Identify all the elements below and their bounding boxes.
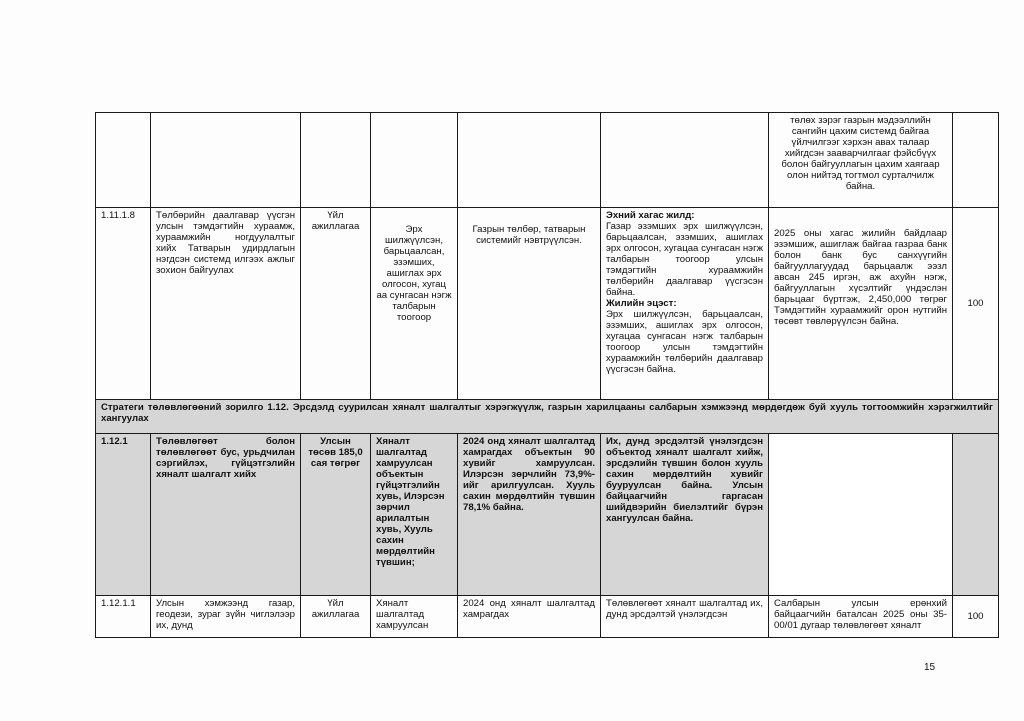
evaluation-cell	[769, 434, 953, 596]
evaluation-cell: Салбарын улсын ерөнхий байцаагчийн баталсан 2025 оны 35-00/01 дугаар төлөвлөгөөт хяналт	[769, 596, 953, 638]
progress-heading: Эхний хагас жилд:	[606, 210, 695, 221]
evaluation-cell: төлөх зэрэг газрын мэдээллийн сангийн цахим системд байгаа үйлчилгээг хэрхэн авах талаар хийгдсэн зааварчилгааг фэйсбүүх болон байгууллагын цахим хаягаар олон нийтэд тогтмол сурталчилж байна.	[769, 113, 953, 208]
table-row	[96, 434, 999, 596]
progress-text: Газар эзэмших эрх шилжүүлсэн, барьцаалсан, эзэмших, ашиглах эрх олгосон, хугацаа сунгасан нэгж талбарын тоогоор улсын тэмдэгтийн хураамжийн төлбөрийн даалгавар үүсгэсэн байна.	[606, 221, 763, 298]
indicator-cell: Хяналт шалгалтад хамруулсан	[371, 596, 458, 638]
progress-text-2: Эрх шилжүүлсэн, барьцаалсан, эзэмших, ашиглах эрх олгосон, хугацаа сунгасан нэгж талбарын тоогоор улсын тэмдэгтийн хураамжийн төлбөрийн даалгавар үүсгэсэн байна.	[606, 309, 763, 375]
indicator-cell: Эрх шилжүүлсэн, барьцаалсан, эзэмших, ашиглах эрх олгосон, хугац аа сунгасан нэгж талбарын тоогоор	[371, 208, 458, 400]
budget-cell: Үйл ажиллагаа	[301, 208, 371, 400]
indicator-cell: Хяналт шалгалтад хамруулсан объектын гүйцэтгэлийн хувь, Илэрсэн зөрчил арилалтын хувь, Хууль сахин мөрдөлтийн түвшин;	[371, 434, 458, 596]
progress-cell	[601, 208, 769, 400]
table-row	[96, 596, 999, 638]
code-cell: 1.12.1	[96, 434, 151, 596]
measure-cell: Төлөвлөгөөт болон төлөвлөгөөт бус, урьдчилан сэргийлэх, гүйцэтгэлийн хяналт шалгалт хийх	[151, 434, 301, 596]
measure-cell: Улсын хэмжээнд газар, геодези, зураг зүйн чиглэлээр их, дунд	[151, 596, 301, 638]
measure-cell: Төлбөрийн даалгавар үүсгэн улсын тэмдэгтийн хураамж, хураамжийн ногдуулалтыг хийх Татварын удирдлагын нэгдсэн системд илгээх ажлыг зохион байгуулах	[151, 208, 301, 400]
score-cell: 100	[953, 596, 999, 638]
code-cell: 1.11.1.8	[96, 208, 151, 400]
expected-cell: Газрын төлбөр, татварын системийг нэвтрүүлсэн.	[458, 208, 601, 400]
strategy-heading: Стратеги төлөвлөгөөний зорилго 1.12. Эрсдэлд суурилсан хяналт шалгалтыг хэрэгжүүлж, газрын харилцааны салбарын хэмжээнд мөрдөгдөж буй хууль тогтоомжийн хэрэгжилтийг хангуулах	[96, 400, 999, 434]
expected-cell: 2024 онд хяналт шалгалтад хамрагдах объектын 90 хувийг хамруулсан. Илэрсэн зөрчлийн 73,9%-ийг арилгуулсан. Хууль сахин мөрдөлтийн түвшин 78,1% байна.	[458, 434, 601, 596]
code-cell: 1.12.1.1	[96, 596, 151, 638]
table-row	[96, 400, 999, 434]
score-cell	[953, 434, 999, 596]
evaluation-cell: 2025 оны хагас жилийн байдлаар эзэмшиж, ашиглаж байгаа газраа банк болон банк бус санхүүгийн байгууллагуудад барьцаалж ээзл авсан 245 иргэн, аж ахуйн нэгж, байгууллагын хүсэлтийг үндэслэн барьцааг бүртгэж, 2,450,000 төгрөг Тэмдэгтийн хураамжийг орон нутгийн төсөвт төвлөрүүлсэн байна.	[769, 208, 953, 400]
plan-table	[95, 112, 999, 638]
budget-cell: Үйл ажиллагаа	[301, 596, 371, 638]
score-cell: 100	[953, 208, 999, 400]
table-row	[96, 113, 999, 208]
progress-heading-2: Жилийн эцэст:	[606, 298, 677, 309]
page-number: 15	[924, 662, 936, 673]
progress-cell: Төлөвлөгөөт хяналт шалгалтад их, дунд эрсдэлтэй үнэлэгдсэн	[601, 596, 769, 638]
budget-cell: Улсын төсөв 185,0 сая төгрөг	[301, 434, 371, 596]
expected-cell: 2024 онд хяналт шалгалтад хамрагдах	[458, 596, 601, 638]
progress-cell: Их, дунд эрсдэлтэй үнэлэгдсэн объектод хяналт шалгалт хийж, эрсдэлийн түвшин болон хууль сахин мөрдөлтийн хувийг бууруулсан байна. Улсын байцаагчийн гаргасан шийдвэрийн биелэлтийг бүрэн хангуулсан байна.	[601, 434, 769, 596]
table-row	[96, 208, 999, 400]
